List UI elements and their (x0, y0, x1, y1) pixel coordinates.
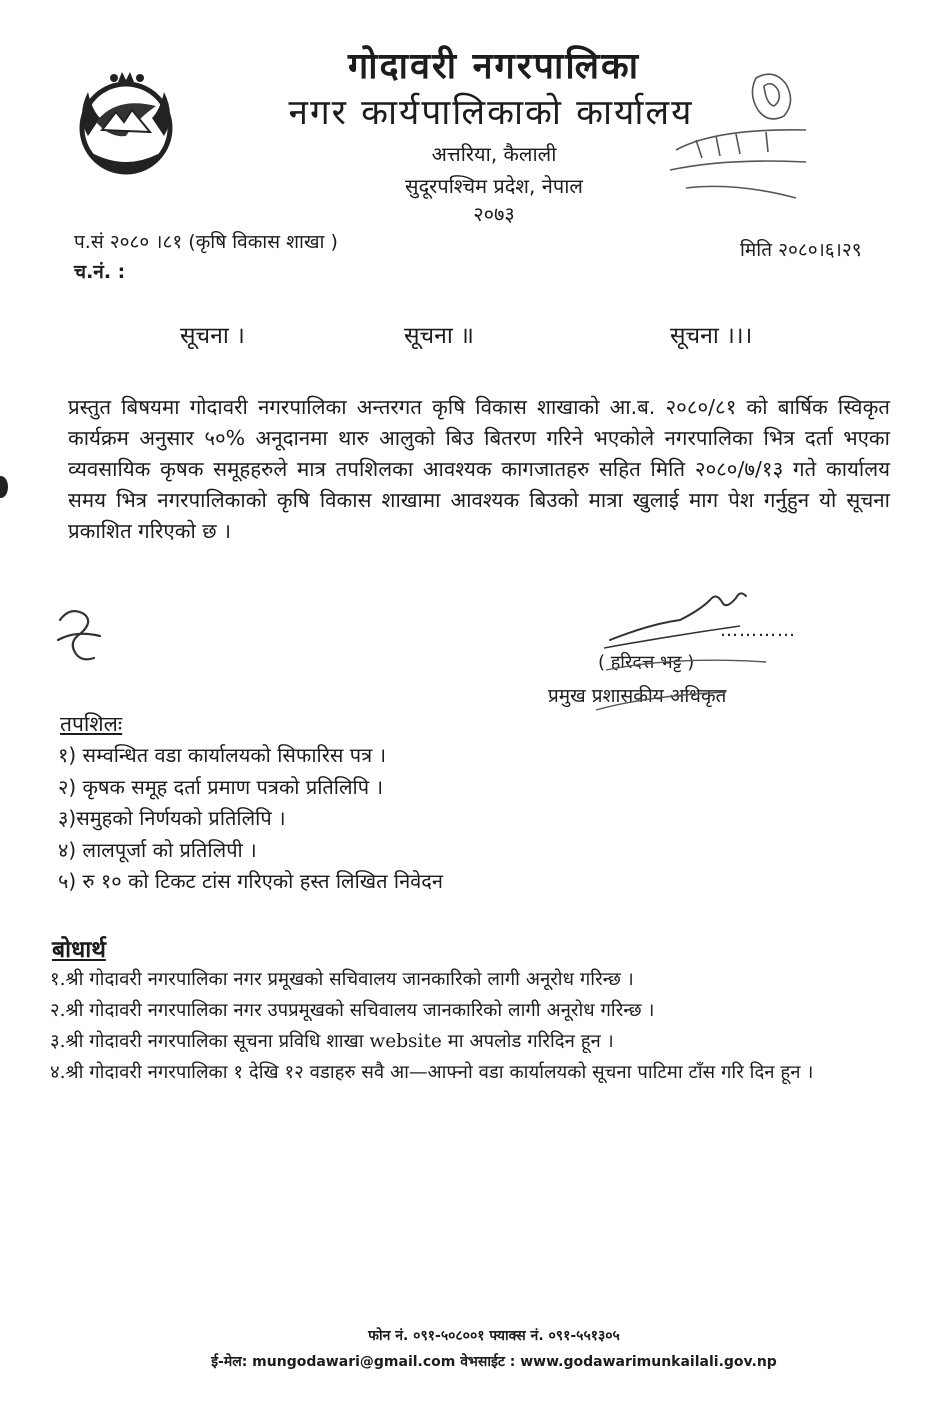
notice-body: प्रस्तुत बिषयमा गोदावरी नगरपालिका अन्तरगत कृषि विकास शाखाको आ.ब. २०८०/८१ को बार्षिक स्विकृत कार्यक्रम अनुसार ५०% अनूदानमा थारु आलुको बिउ बितरण गरिने भएकोले नगरपालिका भित्र दर्ता भएका व्यवसायिक कृषक समूहहरुले मात्र तपशिलका आवश्यक कागजातहरु सहित मिति २०८०/७/१३ गते कार्यालय समय भित्र नगरपालिकाको कृषि विकास शाखामा आवश्यक बिउको मात्रा खुलाई माग पेश गर्नुहुन यो सूचना प्रकाशित गरिएको छ । (68, 395, 890, 543)
signature-line: ………… (720, 620, 796, 641)
annex-list (58, 740, 443, 898)
office-name: नगर कार्यपालिकाको कार्यालय (288, 93, 694, 133)
notice-title-3: सूचना ।।। (670, 323, 753, 349)
punch-hole (0, 476, 8, 498)
cc-list (50, 964, 890, 1088)
footer-web: ई-मेल: mungodawari@gmail.com वेभसाईट : www.godawarimunkailali.gov.np (211, 1354, 777, 1370)
list-item: ३)समुहको निर्णयको प्रतिलिपि । (58, 806, 286, 830)
list-item: १.श्री गोदावरी नगरपालिका नगर प्रमूखको सचिवालय जानकारिको लागी अनूरोध गरिन्छ । (50, 969, 634, 990)
footer-contact: फोन नं. ०९१-५०८००१ फ्याक्स नं. ०९१-५५१३०५ (368, 1328, 620, 1344)
address-province: सुदूरपश्चिम प्रदेश, नेपाल (405, 174, 583, 198)
notice-title-2: सूचना ॥ (404, 323, 474, 349)
list-item: २) कृषक समूह दर्ता प्रमाण पत्रको प्रतिलिपि । (58, 774, 384, 799)
list-item: ४) लालपूर्जा को प्रतिलिपी । (58, 837, 257, 862)
reference-number: प.सं २०८० ।८१ (कृषि विकास शाखा ) (74, 231, 338, 253)
list-item: ४.श्री गोदावरी नगरपालिका १ देखि १२ वडाहरु सवै आ—आफ्नो वडा कार्यालयको सूचना पाटिमा टाँस गरि दिन हून । (50, 1062, 814, 1083)
list-item: ५) रु १० को टिकट टांस गरिएको हस्त लिखित निवेदन (58, 869, 444, 893)
handwritten-initial-icon (50, 600, 110, 670)
signatory-title: प्रमुख प्रशासकीय अधिकृत (548, 685, 727, 707)
notice-date: मिति २०८०।६।२९ (740, 239, 862, 261)
list-item: १) सम्वन्धित वडा कार्यालयको सिफारिस पत्र । (58, 743, 387, 767)
notice-title-1: सूचना । (180, 323, 245, 349)
address-city: अत्तरिया, कैलाली (431, 142, 557, 166)
signatory-stamp-icon (576, 640, 786, 726)
dispatch-number: च.नं. : (74, 261, 126, 283)
list-item: ३.श्री गोदावरी नगरपालिका सूचना प्रविधि शाखा website मा अपलोड गरिदिन हून । (50, 1031, 614, 1052)
org-name: गोदावरी नगरपालिका (347, 46, 641, 87)
office-stamp-icon (656, 58, 826, 218)
signatory-name: ( हरिदत्त भट्ट ) (598, 652, 695, 673)
established-year: २०७३ (473, 202, 515, 226)
annex-heading: तपशिलः (60, 712, 123, 736)
cc-heading: बोधार्थ (52, 937, 106, 963)
list-item: २.श्री गोदावरी नगरपालिका नगर उपप्रमूखको सचिवालय जानकारिको लागी अनूरोध गरिन्छ । (50, 1000, 655, 1021)
